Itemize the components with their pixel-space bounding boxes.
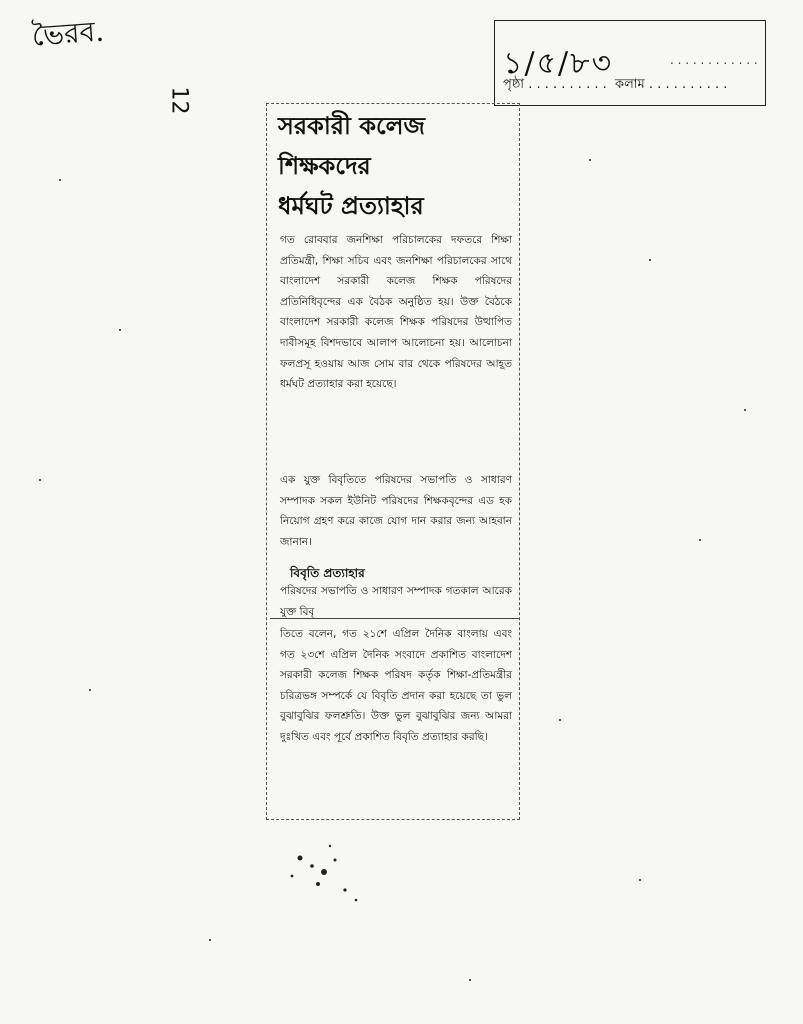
stamp-date-dots: . . . . . . . . . . . . — [670, 53, 758, 67]
stamp-date: ১/৫/৮৩ — [503, 46, 614, 81]
stamp-page-field: পৃষ্ঠা . . . . . . . . . . — [503, 77, 607, 92]
headline-line-1: সরকারী কলেজ — [278, 111, 426, 140]
side-page-mark: 12 — [166, 86, 192, 115]
stamp-column-field: কলাম . . . . . . . . . . — [615, 77, 728, 92]
stamp-column-label: কলাম — [615, 77, 645, 92]
handwritten-note: ভৈরব. — [30, 14, 106, 53]
article-paragraph-1: গত রোববার জনশিক্ষা পরিচালকের দফতরে শিক্ষা প্রতিমন্ত্রী, শিক্ষা সচিব এবং জনশিক্ষা পরিচালকের সাথে বাংলাদেশ সরকারী কলেজ শিক্ষক পরিষদের প্রতিনিধিবৃন্দের এক বৈঠক অনুষ্ঠিত হয়। উক্ত বৈঠকে বাংলাদেশ সরকারী কলেজ শিক্ষক পরিষদের উত্থাপিত দাবীসমূহ বিশদভাবে আলাপ আলোচনা হয়। আলোচনা ফলপ্রসূ হওয়ায় আজ সোম বার থেকে পরিষদের আহূত ধর্মঘট প্রত্যাহার করা হয়েছে। — [280, 234, 512, 391]
headline-line-2: শিক্ষকদের — [278, 151, 371, 180]
article-paragraph-2: এক যুক্ত বিবৃতিতে পরিষদের সভাপতি ও সাধারণ সম্পাদক সকল ইউনিট পরিষদের শিক্ষকবৃন্দের এড হক নিয়োগ গ্রহণ করে কাজে যোগ দান করার জন্য আহবান জানান। — [280, 474, 512, 548]
article-paragraph-4: তিতে বলেন, গত ২১শে এপ্রিল দৈনিক বাংলায় এবং গত ২৩শে এপ্রিল দৈনিক সংবাদে প্রকাশিত বাংলাদেশ সরকারী কলেজ শিক্ষক পরিষদ কর্তৃক শিক্ষা-প্রতিমন্ত্রীর চরিত্রভঙ্গ সম্পর্কে যে বিবৃতি প্রদান করা হয়েছে তা ভুল বুঝাবুঝির ফলশ্রুতি। উক্ত ভুল বুঝাবুঝির জন্য আমরা দুঃখিত এবং পূর্বে প্রকাশিত বিবৃতি প্রত্যাহার করছি। — [280, 628, 512, 743]
headline-line-3: ধর্মঘট প্রত্যাহার — [278, 191, 424, 220]
stamp-page-label: পৃষ্ঠা — [503, 77, 525, 92]
article-paragraph-3: পরিষদের সভাপতি ও সাধারণ সম্পাদক গতকাল আরেক যুক্ত বিবৃ — [280, 585, 512, 618]
article-subheading: বিবৃতি প্রত্যাহার — [290, 566, 365, 580]
